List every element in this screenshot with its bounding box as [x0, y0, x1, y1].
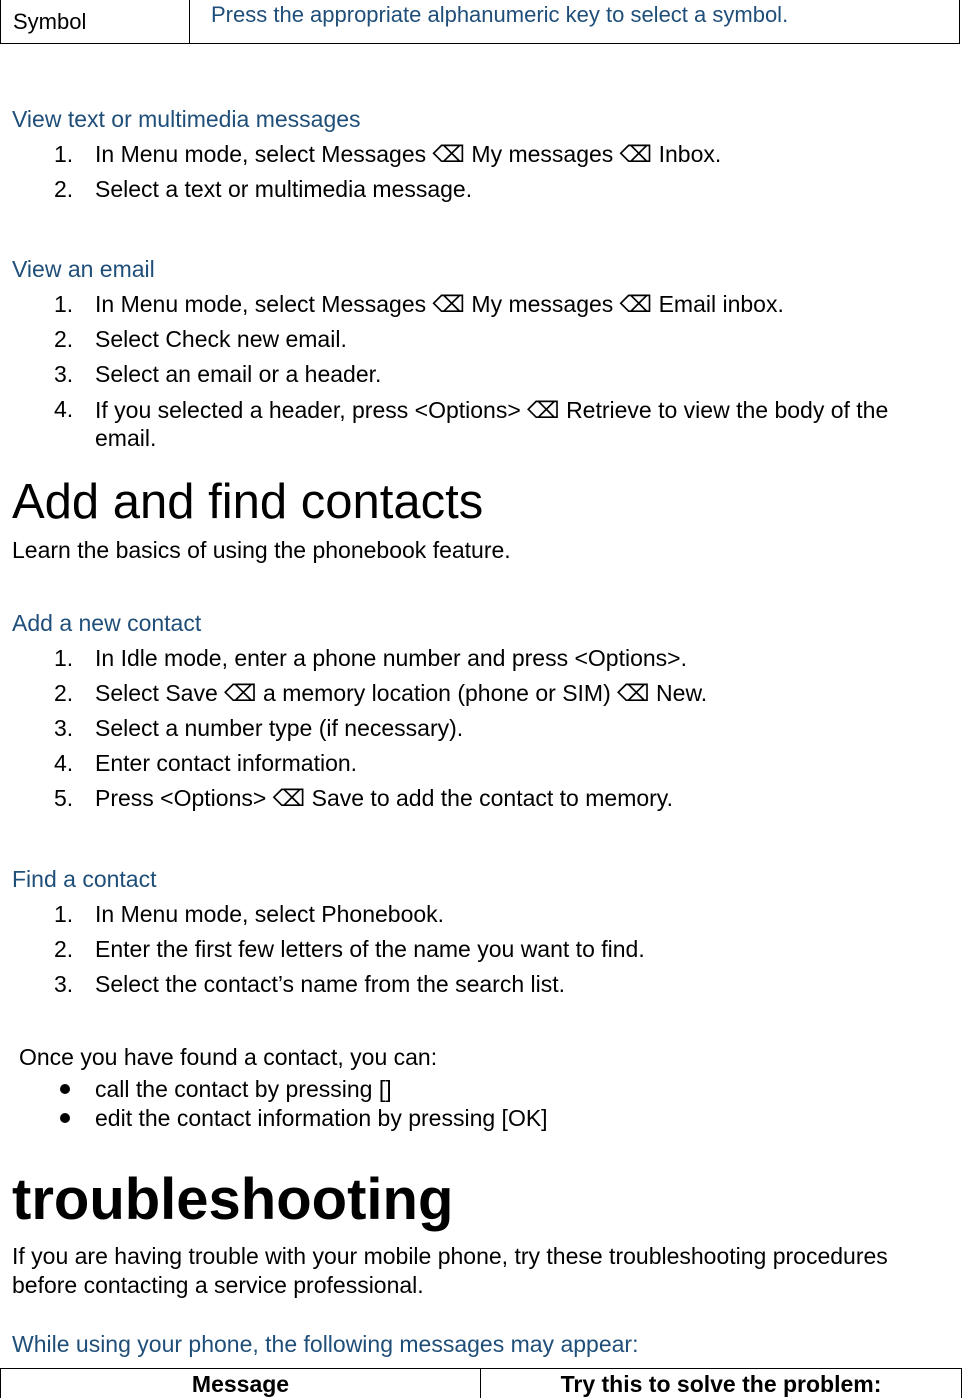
symbol-table-row — [0, 0, 960, 44]
bullet-text: edit the contact information by pressing [OK] — [95, 1105, 548, 1131]
bullet-text: call the contact by pressing [] — [95, 1076, 392, 1102]
step-text: Select a text or multimedia message. — [95, 176, 473, 202]
message-column-header: Message — [1, 1369, 481, 1398]
step-text: Select the contact’s name from the search list. — [95, 971, 566, 997]
step-text: Press <Options> ⌫ Save to add the contact to memory. — [95, 785, 673, 811]
step-text: In Menu mode, select Messages ⌫ My messages ⌫ Inbox. — [95, 141, 722, 167]
view-email-heading: View an email — [12, 256, 155, 282]
add-contact-heading: Add a new contact — [12, 610, 202, 636]
step-number: 2. — [54, 326, 74, 352]
troubleshooting-intro: If you are having trouble with your mobile phone, try these troubleshooting procedures before contacting a service professional. — [12, 1243, 888, 1298]
step-number: 5. — [54, 785, 74, 811]
contacts-intro: Learn the basics of using the phonebook feature. — [12, 537, 511, 563]
step-number: 2. — [54, 936, 74, 962]
contacts-title: Add and find contacts — [12, 475, 484, 529]
step-number: 4. — [54, 750, 74, 776]
messages-table-header — [0, 1368, 962, 1398]
symbol-description-cell: Press the appropriate alphanumeric key to select a symbol. — [211, 2, 789, 27]
bullet-icon — [60, 1113, 70, 1123]
step-text: Enter contact information. — [95, 750, 358, 776]
step-number: 1. — [54, 901, 74, 927]
step-number: 1. — [54, 645, 74, 671]
step-number: 3. — [54, 971, 74, 997]
step-text: If you selected a header, press <Options> ⌫ Retrieve to view the body of the email. — [95, 397, 889, 451]
step-text: Select Check new email. — [95, 326, 347, 352]
step-text: Select Save ⌫ a memory location (phone or SIM) ⌫ New. — [95, 680, 708, 706]
solution-column-header: Try this to solve the problem: — [560, 1371, 882, 1397]
bullet-icon — [60, 1084, 70, 1094]
step-number: 2. — [54, 680, 74, 706]
find-contact-heading: Find a contact — [12, 866, 157, 892]
step-number: 2. — [54, 176, 74, 202]
step-number: 3. — [54, 715, 74, 741]
step-text: Enter the first few letters of the name you want to find. — [95, 936, 645, 962]
step-text: In Menu mode, select Messages ⌫ My messages ⌫ Email inbox. — [95, 291, 784, 317]
step-number: 1. — [54, 141, 74, 167]
step-number: 3. — [54, 361, 74, 387]
messages-heading: While using your phone, the following messages may appear: — [12, 1331, 639, 1357]
symbol-cell: Symbol — [1, 0, 190, 43]
step-number: 4. — [54, 396, 74, 422]
step-number: 1. — [54, 291, 74, 317]
step-text: Select a number type (if necessary). — [95, 715, 464, 741]
step-text: Select an email or a header. — [95, 361, 382, 387]
troubleshooting-title: troubleshooting — [12, 1167, 454, 1232]
step-text: In Menu mode, select Phonebook. — [95, 901, 445, 927]
found-contact-intro: Once you have found a contact, you can: — [19, 1044, 438, 1070]
step-text: In Idle mode, enter a phone number and press <Options>. — [95, 645, 687, 671]
view-text-heading: View text or multimedia messages — [12, 106, 361, 132]
